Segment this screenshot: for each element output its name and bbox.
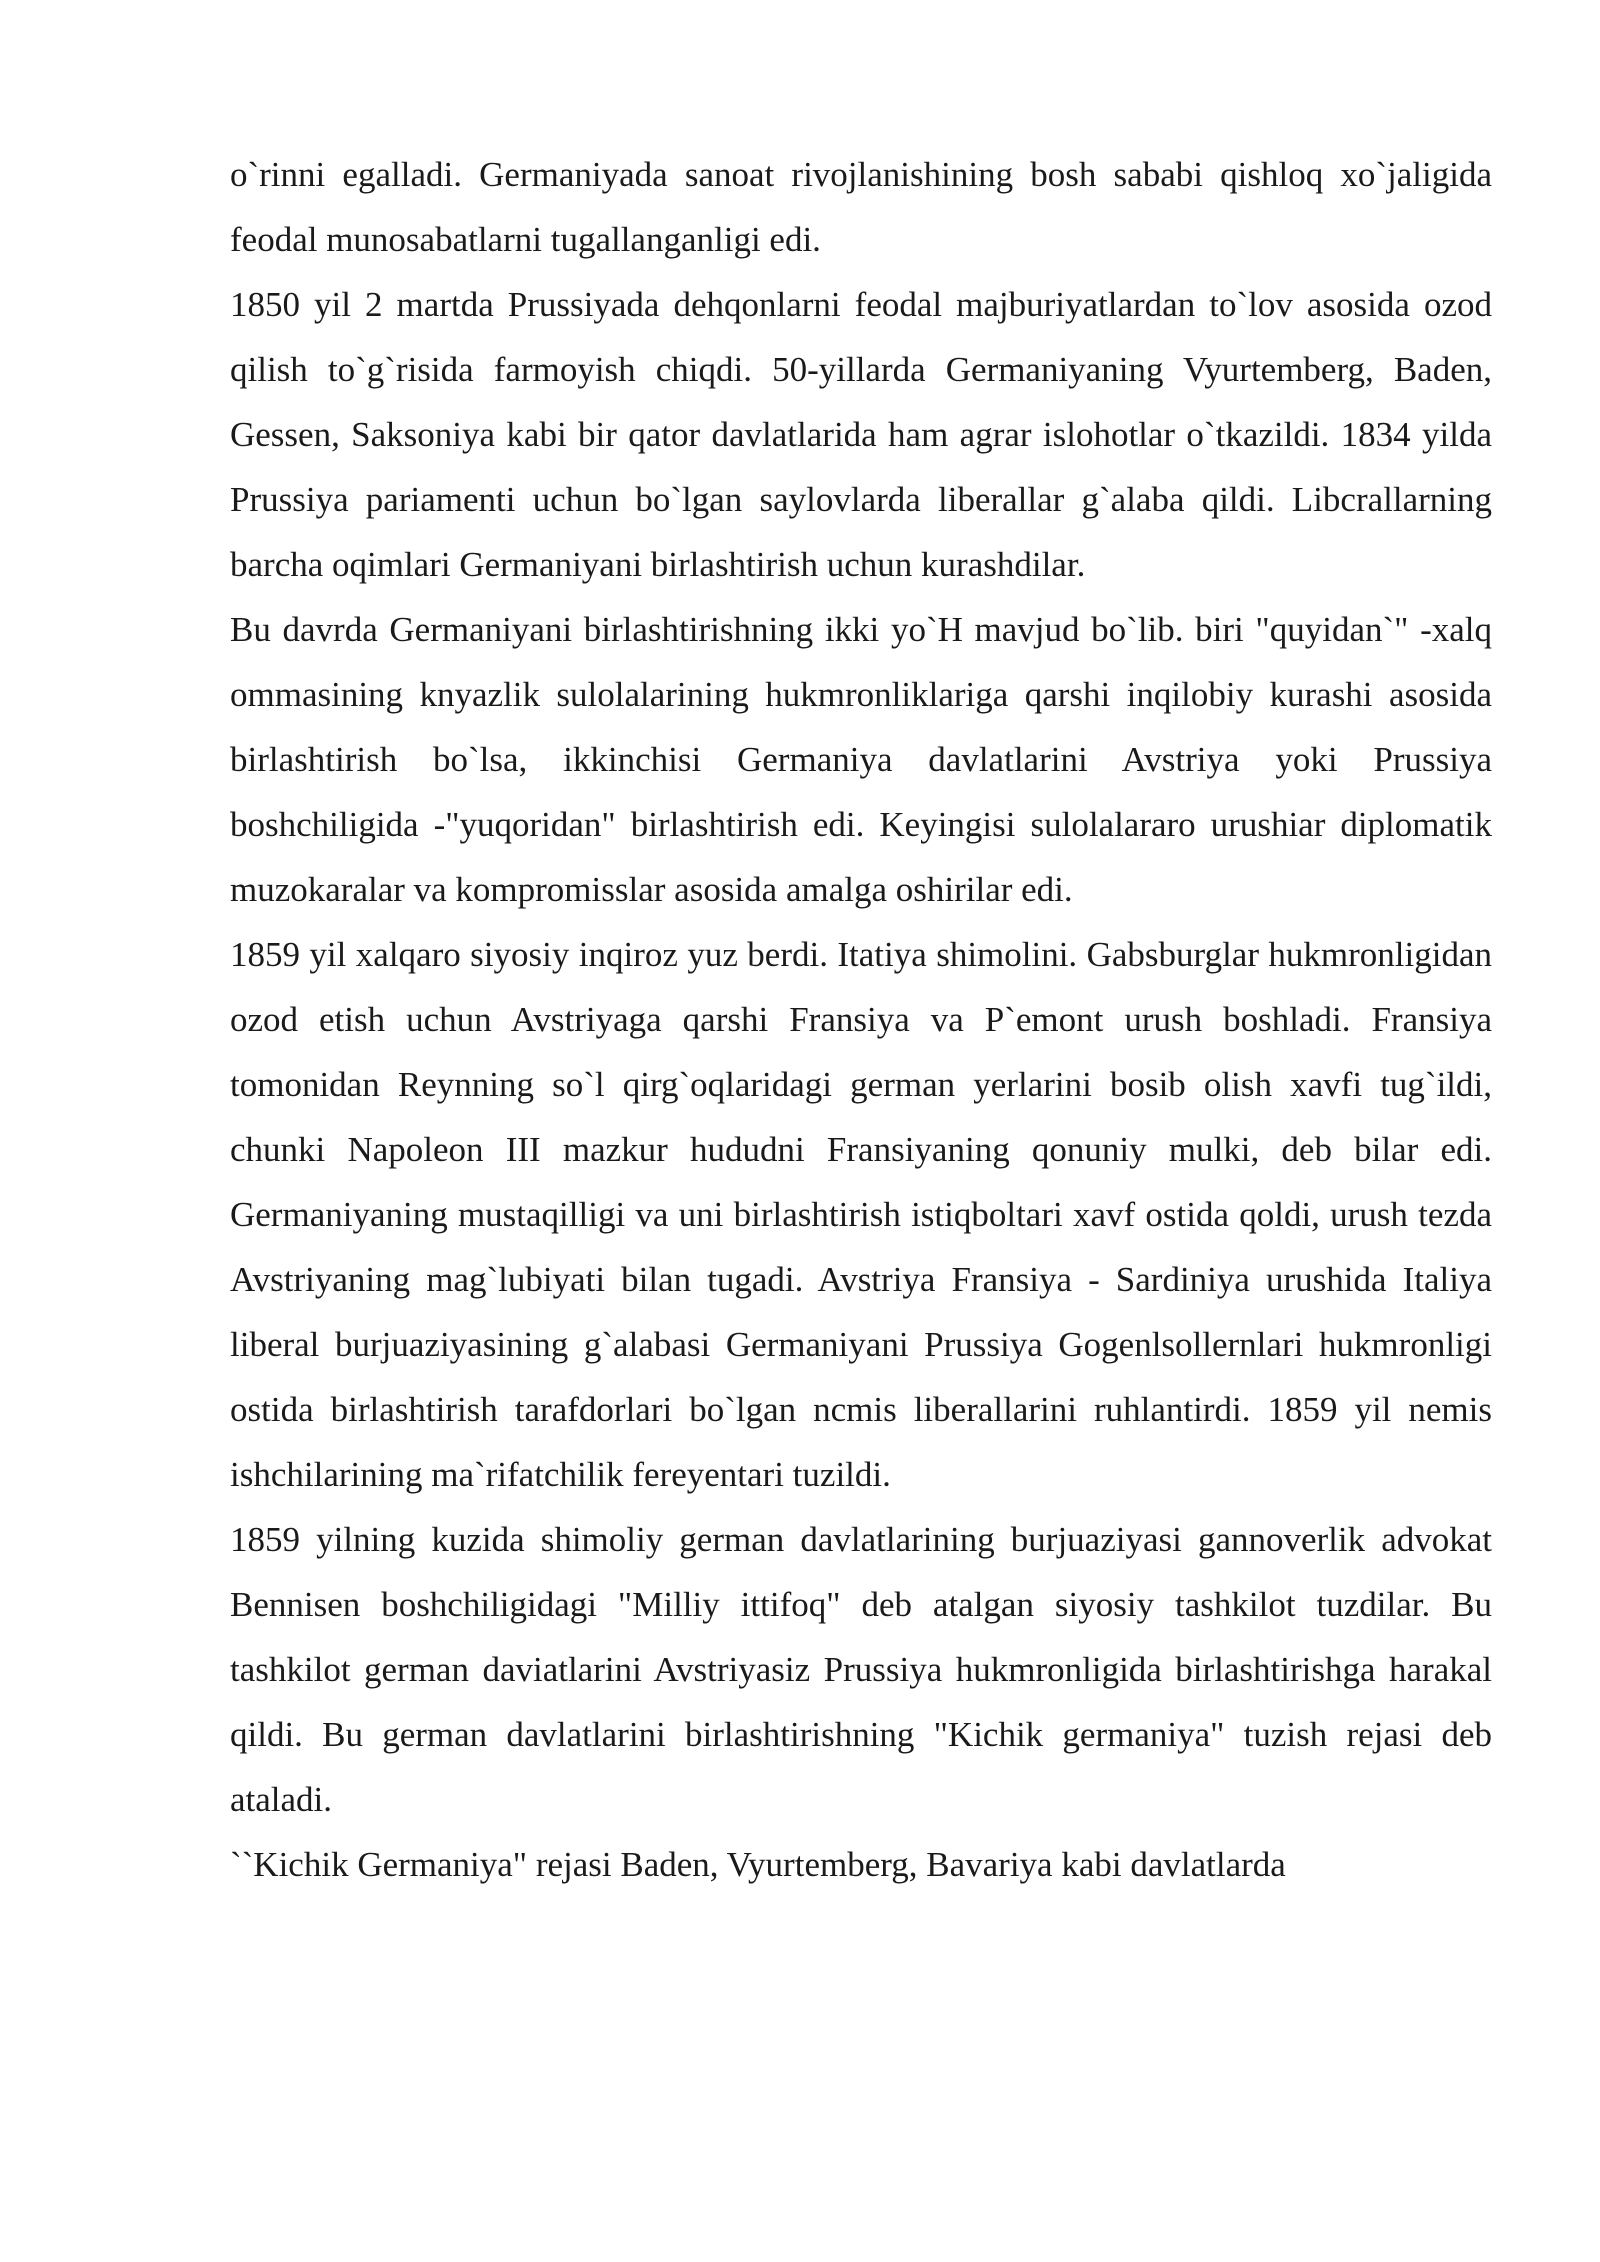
paragraph: ``Kichik Germaniya" rejasi Baden, Vyurtemberg, Bavariya kabi davlatlarda — [230, 1845, 1286, 1884]
paragraph: 1859 yil xalqaro siyosiy inqiroz yuz berdi. Itatiya shimolini. Gabsburglar hukmronligidan ozod etish uchun Avstriyaga qarshi Fransiya va P`emont urush boshladi. Fransiya tomonidan Reynning so`l qirg`oqlaridagi german yerlarini bosib olish xavfi tug`ildi, chunki Napoleon III mazkur hududni Fransiyaning qonuniy mulki, deb bilar edi. Germaniyaning mustaqilligi va uni birlashtirish istiqboltari xavf ostida qoldi, urush tezda Avstriyaning mag`lubiyati bilan tugadi. Avstriya Fransiya - Sardiniya urushida Italiya liberal burjuaziyasining g`alabasi Germaniyani Prussiya Gogenlsollernlari hukmronligi ostida birlashtirish tarafdorlari bo`lgan ncmis liberallarini ruhlantirdi. 1859 yil nemis ishchilarining ma`rifatchilik fereyentari tuzildi. — [230, 935, 1492, 1494]
paragraph: o`rinni egalladi. Germaniyada sanoat rivojlanishining bosh sababi qishloq xo`jaligida feodal munosabatlarni tugallanganligi edi. — [230, 155, 1492, 259]
paragraph: Bu davrda Germaniyani birlashtirishning ikki yo`H mavjud bo`lib. biri "quyidan`" -xalq ommasining knyazlik sulolalarining hukmronliklariga qarshi inqilobiy kurashi asosida birlashtirish bo`lsa, ikkinchisi Germaniya davlatlarini Avstriya yoki Prussiya boshchiligida -"yuqoridan" birlashtirish edi. Keyingisi sulolalararo urushiar diplomatik muzokaralar va kompromisslar asosida amalga oshirilar edi. — [230, 610, 1492, 909]
document-page — [230, 142, 1492, 1897]
paragraph: 1859 yilning kuzida shimoliy german davlatlarining burjuaziyasi gannoverlik advokat Bennisen boshchiligidagi "Milliy ittifoq" deb atalgan siyosiy tashkilot tuzdilar. Bu tashkilot german daviatlarini Avstriyasiz Prussiya hukmronligida birlashtirishga harakal qildi. Bu german davlatlarini birlashtirishning "Kichik germaniya" tuzish rejasi deb ataladi. — [230, 1520, 1492, 1819]
paragraph: 1850 yil 2 martda Prussiyada dehqonlarni feodal majburiyatlardan to`lov asosida ozod qilish to`g`risida farmoyish chiqdi. 50-yillarda Germaniyaning Vyurtemberg, Baden, Gessen, Saksoniya kabi bir qator davlatlarida ham agrar islohotlar o`tkazildi. 1834 yilda Prussiya pariamenti uchun bo`lgan saylovlarda liberallar g`alaba qildi. Libcrallarning barcha oqimlari Germaniyani birlashtirish uchun kurashdilar. — [230, 285, 1492, 584]
